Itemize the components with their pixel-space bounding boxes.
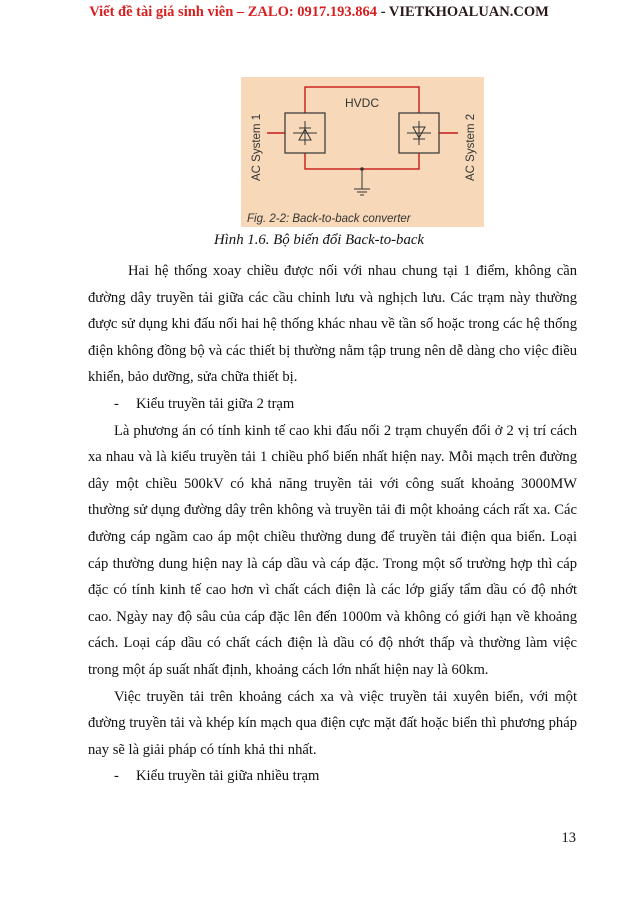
list-item-text: Kiểu truyền tải giữa 2 trạm [136, 395, 295, 412]
bullet-dash: - [114, 768, 119, 785]
ac-system-1-label: AC System 1 [251, 113, 263, 181]
paragraph: Việc truyền tải trên khoảng cách xa và việc truyền tải xuyên biển, với một đường truyền tải và khép kín mạch qua điện cực mặt đất hoặc biển thì phương pháp nay sẽ là giải pháp có tính khả thi nhất. [88, 688, 577, 758]
figure-caption: Hình 1.6. Bộ biến đổi Back-to-back [214, 232, 424, 248]
header-site: - VIETKHOALUAN.COM [380, 4, 549, 20]
bullet-dash: - [114, 395, 119, 412]
list-item [88, 763, 577, 790]
paragraph: Hai hệ thống xoay chiều được nối với nhau chung tại 1 điểm, không cần đường dây truyền tải giữa các cầu chỉnh lưu và nghịch lưu. Các trạm này thường được sử dụng khi đấu nối hai hệ thống khác nhau về tần số hoặc trong các hệ thống điện không đồng bộ và các thiết bị thường nằm tập trung nên dễ dàng cho việc điều khiển, bảo dưỡng, sửa chữa thiết bị. [88, 263, 577, 386]
page-header [0, 4, 638, 21]
body-text [88, 258, 577, 790]
header-contact: Viết đề tài giá sinh viên – ZALO: 0917.193.864 [89, 4, 381, 20]
back-to-back-figure [241, 77, 484, 227]
list-item-text: Kiểu truyền tải giữa nhiều trạm [136, 768, 320, 785]
ac-system-2-label: AC System 2 [465, 113, 477, 181]
hvdc-label: HVDC [344, 96, 380, 110]
paragraph: Là phương án có tính kinh tế cao khi đấu nối 2 trạm chuyển đổi ở 2 vị trí cách xa nhau và là kiểu truyền tải 1 chiều phổ biến nhất hiện nay. Mỗi mạch trên đường dây một chiều 500kV có khả năng truyền tải với công suất khoảng 3000MW thường sử dụng đường dây trên không và truyền tải đi một khoảng cách rất xa. Các đường cáp ngầm cao áp một chiều thường dung để truyền tải điện qua biển. Loại cáp thường dung hiện nay là cáp dầu và cáp đặc. Trong một số trường hợp thì cáp đặc có tính kinh tế cao hơn vì chất cách điện là các lớp giấy tẩm dầu có độ nhớt cao. Ngày nay độ sâu của cáp đặc lên đến 1000m và không có giới hạn về khoảng cách. Loại cáp dầu có chất cách điện là dầu có độ nhớt thấp và thường làm việc trong một áp suất nhất định, khoảng cách lớn nhất hiện nay là 60km. [88, 422, 577, 678]
page-number: 13 [561, 830, 576, 846]
converter-2-icon [399, 113, 439, 153]
list-item [88, 391, 577, 418]
converter-1-icon [285, 113, 325, 153]
converter-diagram [241, 77, 484, 227]
figure-inner-caption: Fig. 2-2: Back-to-back converter [247, 213, 411, 225]
